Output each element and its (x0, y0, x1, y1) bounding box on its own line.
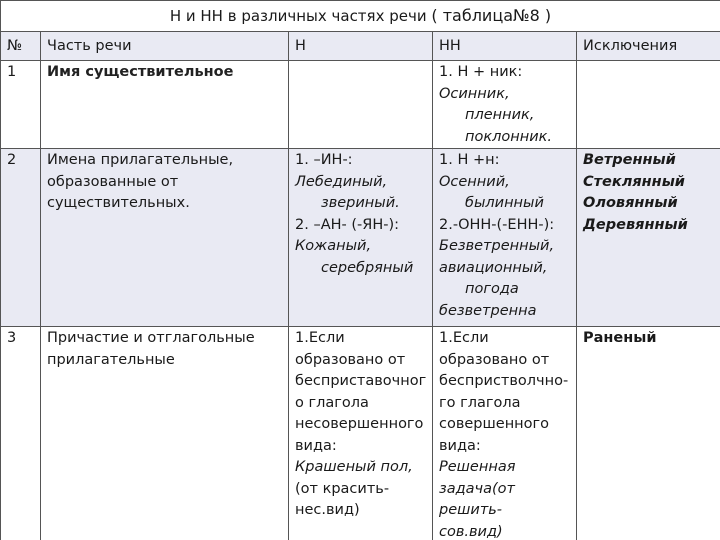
table-title-suffix: ( таблица№8 ) (431, 5, 552, 25)
cell-line: образованные от (47, 173, 179, 190)
cell-line: поклонник. (465, 128, 552, 145)
cell-line: задача(от (439, 480, 515, 497)
row-exceptions (577, 61, 720, 149)
cell-line: безветренна (439, 302, 537, 319)
header-n: Н (289, 32, 433, 61)
cell-line: 2. –АН- (-ЯН-): (295, 216, 399, 233)
header-row (1, 32, 720, 61)
cell-line: Стеклянный (583, 173, 685, 190)
cell-line: серебряный (321, 259, 414, 276)
row-part (41, 149, 289, 327)
row-part (41, 61, 289, 149)
cell-line: сов.вид) (439, 523, 503, 540)
header-part: Часть речи (41, 32, 289, 61)
row-nn (433, 327, 577, 540)
cell-line: образовано от (295, 351, 406, 368)
row-n (289, 327, 433, 540)
cell-line: Оловянный (583, 195, 678, 211)
row-part (41, 327, 289, 540)
cell-line: 1. Н +н: (439, 152, 500, 168)
row-nn (433, 61, 577, 149)
header-exceptions: Исключения (577, 32, 720, 61)
cell-line: Раненый (583, 330, 657, 346)
cell-line: Имя существительное (47, 64, 234, 80)
row-num: 2 (1, 149, 41, 327)
row-exceptions (577, 149, 720, 327)
cell-line: Осенний, (439, 173, 510, 190)
cell-line: звериный. (321, 195, 400, 211)
cell-line: авиационный, (439, 259, 548, 276)
cell-line: образовано от (439, 351, 550, 368)
cell-line: бесприставочног (295, 373, 427, 389)
cell-line: Осинник, (439, 85, 510, 102)
cell-line: прилагательные (47, 351, 175, 368)
table-title (1, 1, 720, 32)
row-nn (433, 149, 577, 327)
row-n (289, 149, 433, 327)
header-num: № (1, 32, 41, 61)
table-row (1, 327, 720, 540)
cell-line: существительных. (47, 195, 190, 211)
cell-line: Кожаный, (295, 238, 372, 254)
cell-line: (от красить- (295, 480, 390, 497)
table-title-text: Н и НН в различных частях речи (169, 6, 427, 25)
cell-line: Безветренный, (439, 238, 555, 254)
cell-line: Имена прилагательные, (47, 152, 234, 168)
cell-line: погода (465, 281, 519, 297)
cell-line: Крашеный пол, (295, 459, 413, 475)
table-row (1, 61, 720, 149)
cell-line: вида: (439, 437, 481, 454)
cell-line: былинный (465, 195, 544, 211)
cell-line: Деревянный (583, 216, 688, 233)
cell-line: совершенного (439, 416, 550, 432)
cell-line: о глагола (295, 394, 369, 411)
row-n (289, 61, 433, 149)
row-num: 3 (1, 327, 41, 540)
cell-line: Ветренный (583, 152, 676, 168)
cell-line: нес.вид) (295, 502, 360, 518)
cell-line: Лебединый, (295, 173, 388, 190)
cell-line: Причастие и отглагольные (47, 330, 255, 346)
cell-line: 1. –ИН-: (295, 152, 353, 168)
cell-line: го глагола (439, 394, 521, 411)
header-nn: НН (433, 32, 577, 61)
cell-line: 1.Если (439, 330, 489, 346)
cell-line: пленник, (465, 107, 535, 123)
row-exceptions (577, 327, 720, 540)
row-num: 1 (1, 61, 41, 149)
table-row (1, 149, 720, 327)
cell-line: 1. Н + ник: (439, 64, 523, 80)
cell-line: 2.-ОНН-(-ЕНН-): (439, 216, 555, 233)
cell-line: несовершенного (295, 416, 424, 432)
cell-line: Решенная (439, 459, 516, 475)
cell-line: беспристволчно- (439, 373, 569, 389)
cell-line: решить- (439, 502, 503, 518)
cell-line: 1.Если (295, 330, 345, 346)
cell-line: вида: (295, 437, 337, 454)
